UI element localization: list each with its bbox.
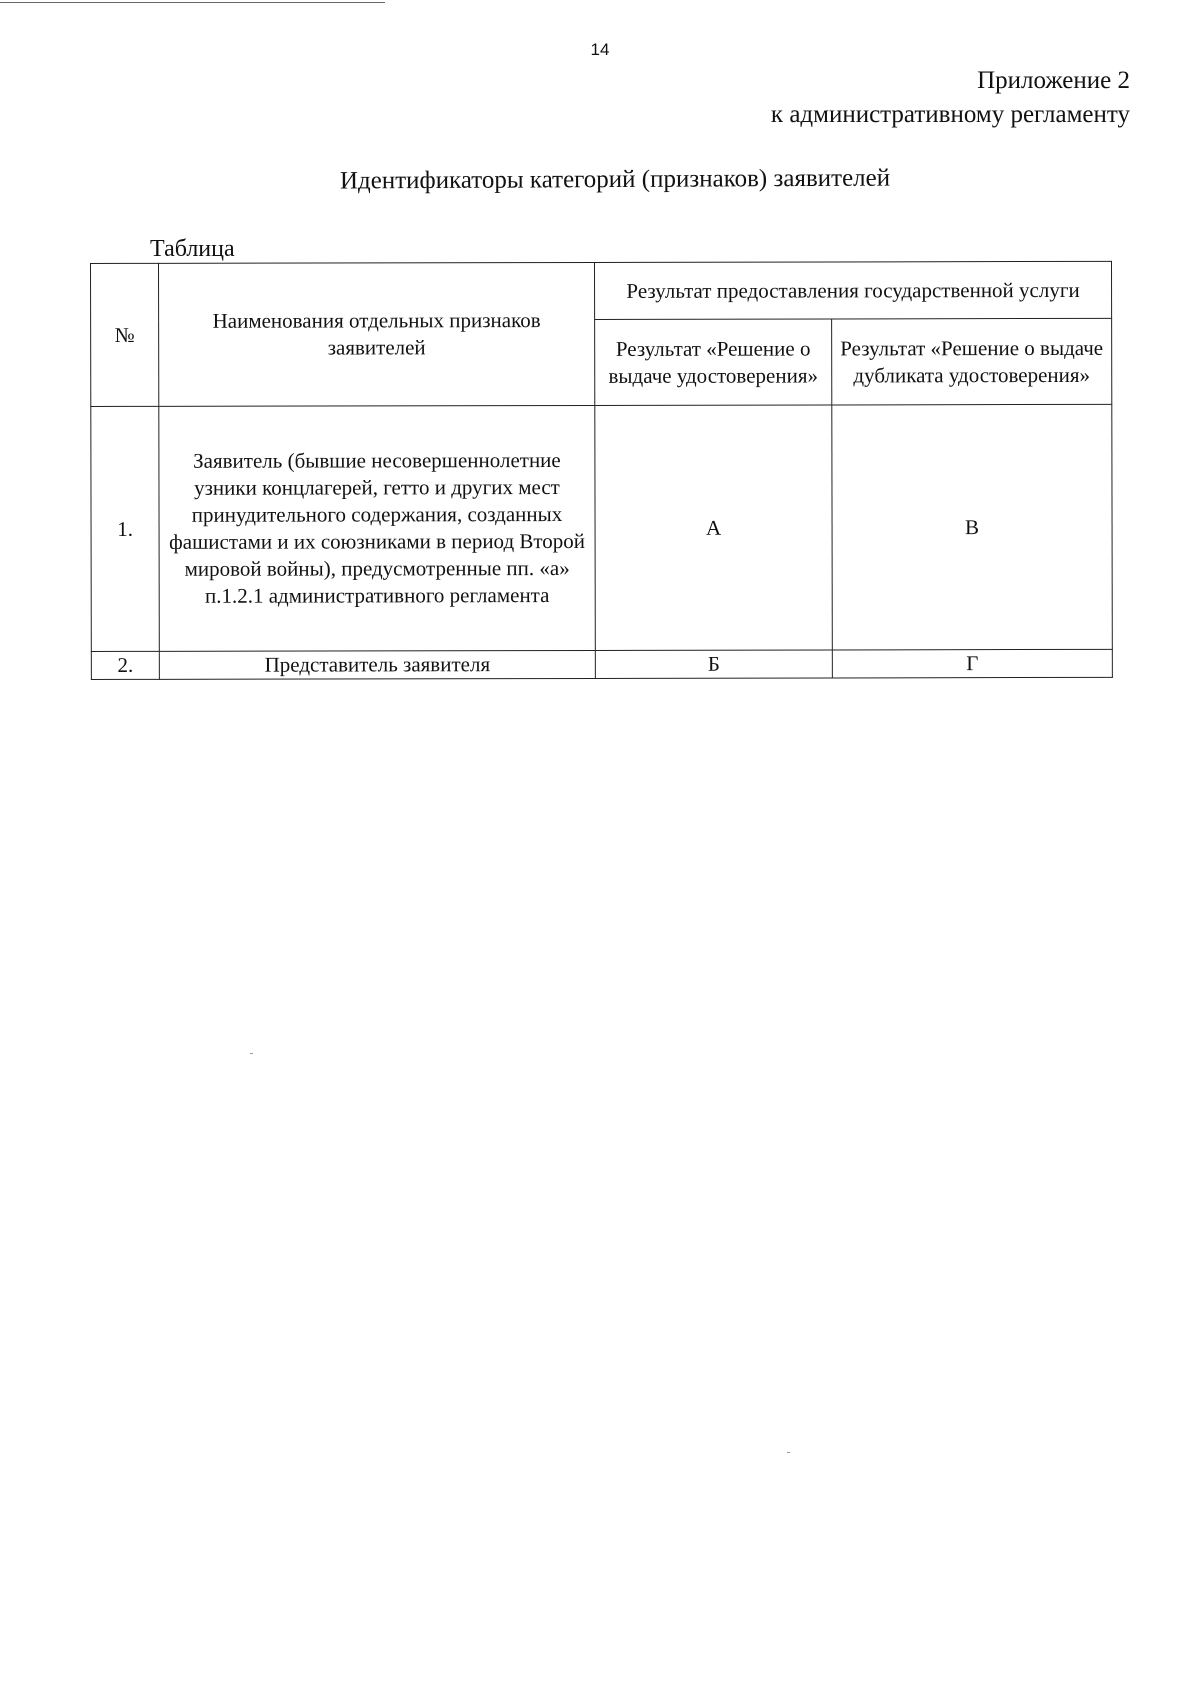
appendix-line-1: Приложение 2: [977, 67, 1130, 94]
scan-speck: [250, 1053, 253, 1054]
row-code-certificate: А: [595, 405, 833, 650]
row-code-certificate: Б: [595, 650, 832, 678]
page-number: 14: [590, 40, 610, 59]
document-title: Идентификаторы категорий (признаков) заявителей: [339, 164, 891, 195]
row-number: 1.: [91, 406, 160, 651]
header-applicant-name: Наименования отдельных признаков заявителей: [159, 262, 595, 406]
row-code-duplicate: Г: [832, 649, 1112, 678]
scan-speck: [787, 1452, 790, 1453]
header-result-duplicate: Результат «Решение о выдаче дубликата удостоверения»: [832, 318, 1112, 405]
header-result-group: Результат предоставления государственной услуги: [594, 261, 1111, 319]
row-number: 2.: [91, 651, 159, 679]
table-caption: Таблица: [150, 236, 235, 262]
row-code-duplicate: В: [832, 404, 1113, 650]
appendix-note: [771, 64, 1130, 132]
table-row: [91, 404, 1113, 651]
appendix-line-2: к административному регламенту: [770, 101, 1130, 128]
header-number: №: [91, 263, 159, 406]
table-row: [91, 649, 1112, 679]
applicant-categories-table: [90, 261, 1113, 680]
header-result-certificate: Результат «Решение о выдаче удостоверения»: [595, 319, 832, 405]
scan-artifact-line: [0, 2, 385, 3]
table-header-row: [91, 261, 1112, 320]
row-applicant-name: Представитель заявителя: [159, 650, 595, 679]
row-applicant-name: Заявитель (бывшие несовершеннолетние узники концлагерей, гетто и других мест принудительного содержания, созданных фашистами и их союзниками в период Второй мировой войны), предусмотренные пп. «а» п.1.2.1 административного регламента: [159, 405, 596, 651]
